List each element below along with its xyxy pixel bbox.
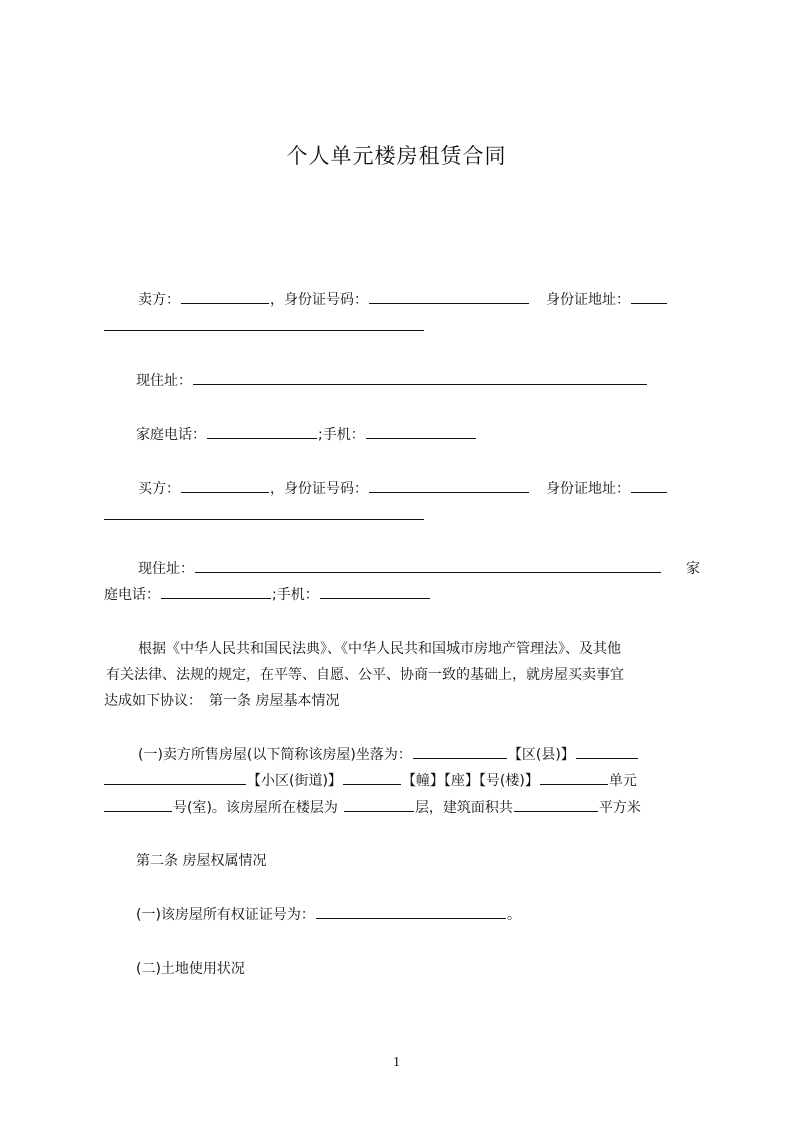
seller-mobile-label: ;手机： bbox=[318, 427, 365, 443]
community-label: 【小区(街道)】 bbox=[247, 773, 342, 789]
seller-current-address-label: 现住址： bbox=[136, 373, 192, 389]
certificate-blank bbox=[316, 906, 506, 919]
buyer-mobile-label: ;手机： bbox=[272, 587, 319, 603]
preamble-line-1: 根据《中华人民共和国民法典》、《中华人民共和国城市房地产管理法》、及其他 bbox=[138, 641, 621, 657]
area-blank bbox=[514, 799, 598, 812]
article1-line-1 bbox=[104, 742, 700, 769]
buyer-id-address-blank-2 bbox=[104, 507, 424, 520]
seller-mobile-blank bbox=[366, 426, 476, 439]
seller-phone-line bbox=[104, 422, 700, 449]
document-title: 个人单元楼房租赁合同 bbox=[286, 144, 507, 168]
room-blank bbox=[104, 799, 172, 812]
location-blank bbox=[413, 746, 507, 759]
buyer-line bbox=[104, 476, 700, 503]
buyer-id-blank bbox=[369, 480, 529, 493]
seller-home-phone-label: 家庭电话： bbox=[136, 427, 206, 443]
article2-item1: (一)该房屋所有权证证号为： 。 bbox=[136, 907, 521, 923]
buyer-current-address-label: 现住址： bbox=[138, 561, 194, 577]
buyer-mobile-blank bbox=[320, 586, 430, 599]
room-label: 号(室)。该房屋所在楼层为 bbox=[173, 800, 338, 816]
seller-name-blank bbox=[181, 291, 269, 304]
buyer-home-phone-label-start: 家 bbox=[686, 561, 700, 577]
seller-home-phone-blank bbox=[207, 426, 317, 439]
seller-id-address-label: 身份证地址： bbox=[546, 292, 630, 308]
certificate-label: (一)该房屋所有权证证号为： bbox=[136, 907, 315, 923]
buyer-label: 买方： bbox=[138, 481, 180, 497]
seller-id-blank bbox=[369, 291, 529, 304]
buyer-name-blank bbox=[181, 480, 269, 493]
buyer-id-address-label: 身份证地址： bbox=[546, 481, 630, 497]
floor-blank bbox=[344, 799, 414, 812]
seller-id-label: ，身份证号码： bbox=[270, 292, 368, 308]
community-blank bbox=[104, 772, 246, 785]
area-unit-label: 平方米 bbox=[598, 800, 641, 816]
buyer-phone-line bbox=[104, 582, 700, 609]
seller-id-address-continued bbox=[104, 314, 700, 341]
article2-heading: 第二条 房屋权属情况 bbox=[136, 853, 267, 869]
buyer-home-phone-blank bbox=[161, 586, 271, 599]
unit-blank bbox=[540, 772, 608, 785]
unit-label: 单元 bbox=[608, 773, 637, 789]
seller-current-address-line bbox=[104, 368, 700, 395]
building-blank bbox=[343, 772, 401, 785]
page-number: 1 bbox=[393, 1055, 400, 1070]
district-label: 【区(县)】 bbox=[507, 747, 575, 763]
buyer-home-phone-label-end: 庭电话： bbox=[104, 587, 160, 603]
floor-label: 层，建筑面积共 bbox=[414, 800, 513, 816]
seller-id-address-blank bbox=[631, 291, 667, 304]
buyer-id-label: ，身份证号码： bbox=[270, 481, 368, 497]
seller-line bbox=[104, 287, 700, 314]
buyer-id-address-continued bbox=[104, 503, 700, 530]
seller-current-address-blank bbox=[193, 372, 647, 385]
seller-label: 卖方： bbox=[138, 292, 180, 308]
buyer-current-address-blank bbox=[195, 560, 661, 573]
article1-item1-prefix: (一)卖方所售房屋(以下简称该房屋)坐落为： bbox=[138, 747, 412, 763]
buyer-current-address-line bbox=[104, 556, 700, 583]
article1-line-3 bbox=[104, 795, 700, 822]
article2-item2: (二)土地使用状况 bbox=[136, 961, 245, 977]
preamble-line-2: 有关法律、法规的规定，在平等、自愿、公平、协商一致的基础上，就房屋买卖事宜 bbox=[106, 667, 624, 683]
article1-line-2 bbox=[104, 768, 700, 795]
buyer-id-address-blank bbox=[631, 480, 667, 493]
building-label: 【幢】【座】【号(楼)】 bbox=[401, 773, 539, 789]
seller-id-address-blank-2 bbox=[104, 318, 424, 331]
district-blank bbox=[576, 746, 638, 759]
preamble-line-3: 达成如下协议： 第一条 房屋基本情况 bbox=[104, 693, 340, 709]
